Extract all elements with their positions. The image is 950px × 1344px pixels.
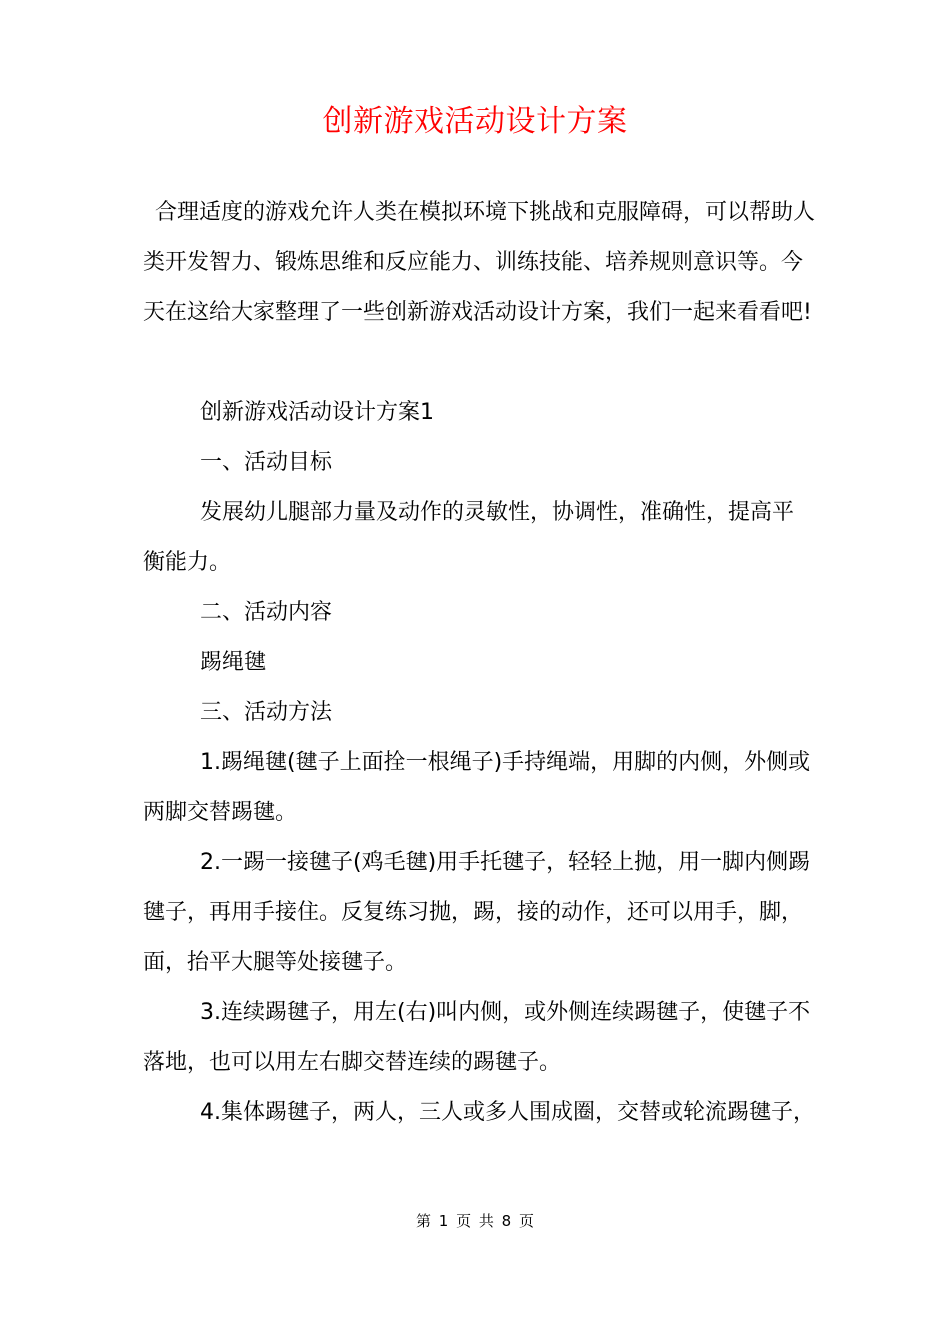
intro-paragraph: 合理适度的游戏允许人类在模拟环境下挑战和克服障碍，可以帮助人类开发智力、锻炼思维和反应能力、训练技能、培养规则意识等。今天在这给大家整理了一些创新游戏活动设计方案，我们一起来看看吧!	[143, 200, 816, 325]
goal-paragraph: 发展幼儿腿部力量及动作的灵敏性，协调性，准确性，提高平衡能力。	[143, 500, 795, 575]
goal-heading: 一、活动目标	[200, 450, 333, 475]
section-title: 创新游戏活动设计方案1	[200, 400, 434, 425]
document-body	[143, 188, 815, 1138]
content-paragraph: 踢绳毽	[200, 650, 267, 675]
method-item: 1.踢绳毽(毽子上面拴一根绳子)手持绳端，用脚的内侧，外侧或两脚交替踢毽。	[143, 750, 811, 825]
paragraph-spacer	[143, 338, 815, 388]
method-heading: 三、活动方法	[200, 700, 333, 725]
page-number-footer: 第 1 页 共 8 页	[416, 1212, 534, 1230]
page-title: 创新游戏活动设计方案	[322, 104, 628, 139]
method-item: 4.集体踢毽子，两人，三人或多人围成圈，交替或轮流踢毽子，	[200, 1100, 815, 1125]
content-heading: 二、活动内容	[200, 600, 333, 625]
method-item: 2.一踢一接毽子(鸡毛毽)用手托毽子，轻轻上抛，用一脚内侧踢毽子，再用手接住。反复练习抛，踢，接的动作，还可以用手，脚，面，抬平大腿等处接毽子。	[143, 850, 811, 975]
method-item: 3.连续踢毽子，用左(右)叫内侧，或外侧连续踢毽子，使毽子不落地，也可以用左右脚交替连续的踢毽子。	[143, 1000, 811, 1075]
